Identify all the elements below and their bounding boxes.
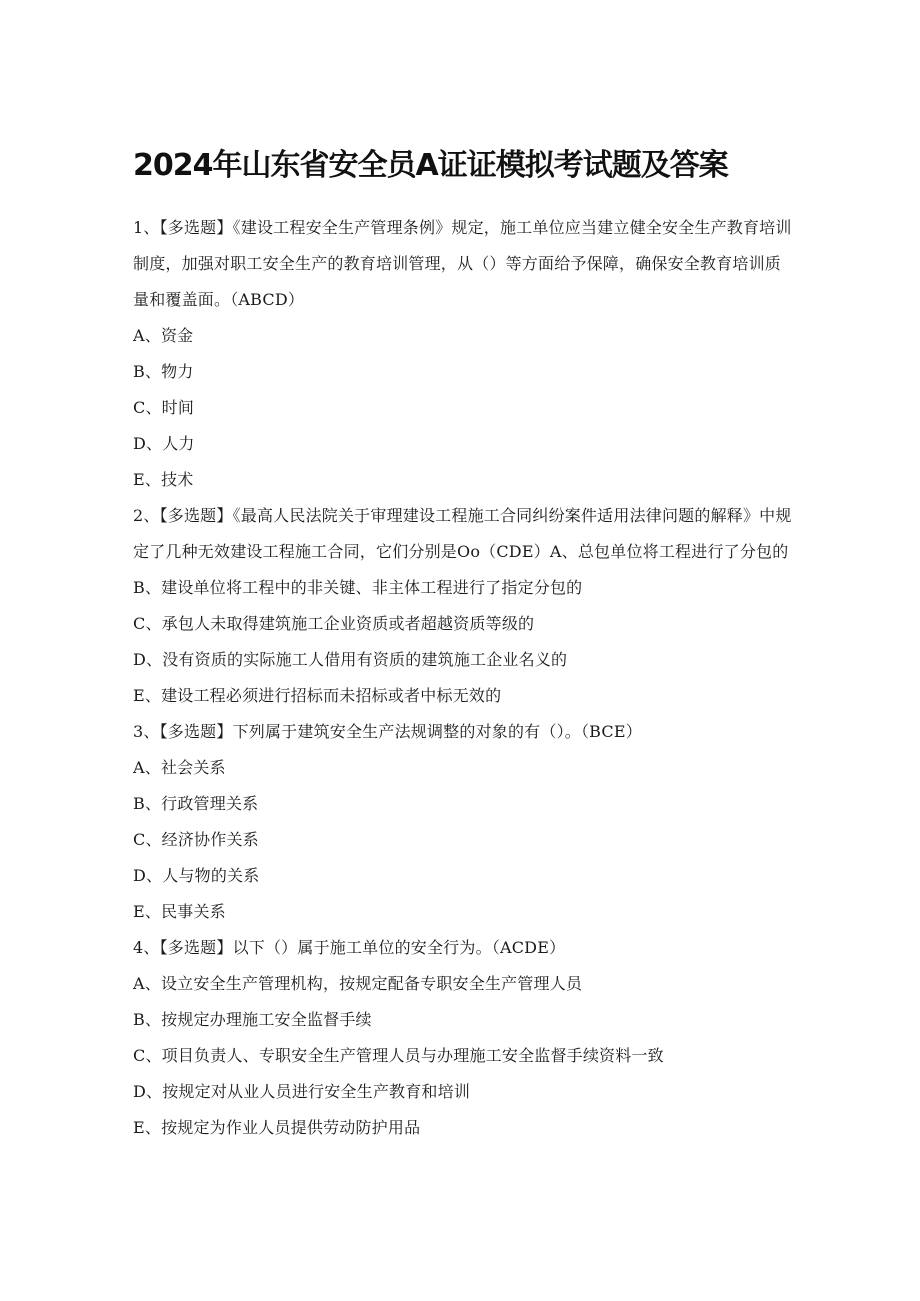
question-list — [133, 210, 793, 1146]
option-d: D、人与物的关系 — [133, 866, 260, 885]
option-b: B、建设单位将工程中的非关键、非主体工程进行了指定分包的 — [133, 578, 583, 597]
option-d: D、没有资质的实际施工人借用有资质的建筑施工企业名义的 — [133, 650, 568, 669]
option-b: B、物力 — [133, 362, 194, 381]
option-a: A、资金 — [133, 326, 194, 345]
question-text: 1、【多选题】《建设工程安全生产管理条例》规定，施工单位应当建立健全安全生产教育培训制度，加强对职工安全生产的教育培训管理，从（）等方面给予保障，确保安全教育培训质量和覆盖面。（ABCD） — [133, 218, 792, 309]
option-c: C、承包人未取得建筑施工企业资质或者超越资质等级的 — [133, 614, 535, 633]
option-e: E、建设工程必须进行招标而未招标或者中标无效的 — [133, 686, 502, 705]
option-e: E、技术 — [133, 470, 194, 489]
option-d: D、人力 — [133, 434, 195, 453]
option-d: D、按规定对从业人员进行安全生产教育和培训 — [133, 1082, 471, 1101]
question-1 — [133, 210, 793, 498]
option-e: E、按规定为作业人员提供劳动防护用品 — [133, 1118, 421, 1137]
option-a: A、设立安全生产管理机构，按规定配备专职安全生产管理人员 — [133, 974, 583, 993]
option-b: B、行政管理关系 — [133, 794, 259, 813]
option-c: C、项目负责人、专职安全生产管理人员与办理施工安全监督手续资料一致 — [133, 1046, 664, 1065]
question-3 — [133, 714, 793, 930]
option-e: E、民事关系 — [133, 902, 226, 921]
option-a: A、社会关系 — [133, 758, 226, 777]
option-b: B、按规定办理施工安全监督手续 — [133, 1010, 372, 1029]
question-text: 2、【多选题】《最高人民法院关于审理建设工程施工合同纠纷案件适用法律问题的解释》中规定了几种无效建设工程施工合同，它们分别是Oo（CDE）A、总包单位将工程进行了分包的 — [133, 506, 792, 561]
question-text: 4、【多选题】以下（）属于施工单位的安全行为。（ACDE） — [133, 938, 566, 957]
question-4 — [133, 930, 793, 1146]
question-text: 3、【多选题】下列属于建筑安全生产法规调整的对象的有（）。（BCE） — [133, 722, 642, 741]
option-c: C、经济协作关系 — [133, 830, 259, 849]
option-c: C、时间 — [133, 398, 195, 417]
document-title: 2024年山东省安全员A证证模拟考试题及答案 — [133, 148, 728, 183]
question-2 — [133, 498, 793, 714]
